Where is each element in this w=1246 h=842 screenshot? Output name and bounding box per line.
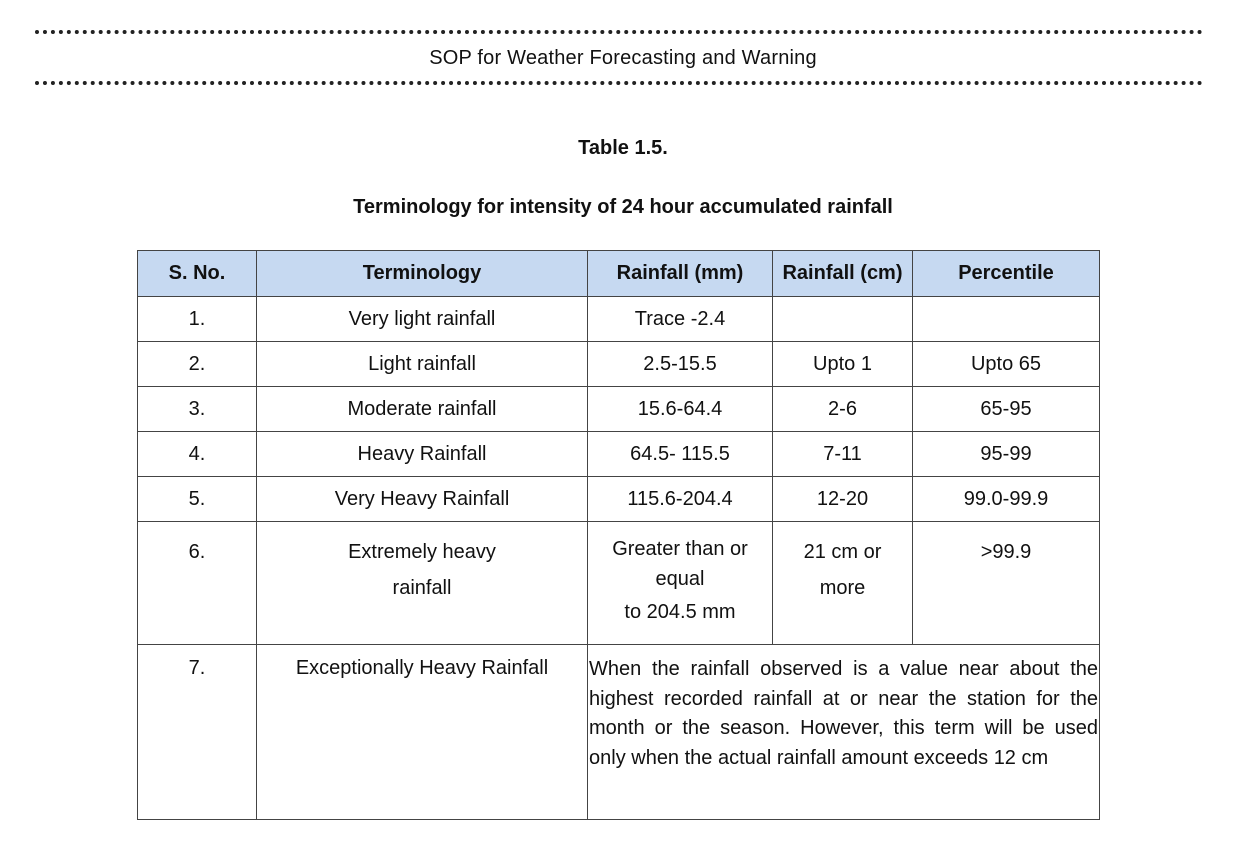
cell-rainfall-mm [588,522,773,645]
cell-percentile: 65-95 [913,387,1100,432]
table-row [138,522,1100,645]
cell-rainfall-mm: 64.5- 115.5 [588,432,773,477]
cell-percentile [913,297,1100,342]
cell-rainfall-cm-line1: 21 cm or [803,541,882,563]
cell-terminology: Very light rainfall [257,297,588,342]
cell-sno: 7. [138,645,257,820]
table-row [138,432,1100,477]
cell-terminology: Light rainfall [257,342,588,387]
cell-terminology: Very Heavy Rainfall [257,477,588,522]
cell-sno: 1. [138,297,257,342]
cell-terminology-line2: rainfall [392,577,452,599]
header-top-dotted-rule [35,30,1203,34]
cell-percentile: 95-99 [913,432,1100,477]
cell-rainfall-cm: 7-11 [773,432,913,477]
cell-rainfall-mm: 115.6-204.4 [588,477,773,522]
table-row [138,387,1100,432]
cell-sno [138,522,257,645]
cell-rainfall-cm: Upto 1 [773,342,913,387]
cell-description-note: When the rainfall observed is a value near about the highest recorded rainfall at or near the station for the month or the season. However, this term will be used only when the actual rainfall amount exceeds 12 cm [588,645,1100,820]
cell-rainfall-mm-line2: equal [655,568,705,590]
cell-rainfall-cm: 12-20 [773,477,913,522]
table-row [138,477,1100,522]
cell-terminology: Exceptionally Heavy Rainfall [257,645,588,820]
cell-terminology: Heavy Rainfall [257,432,588,477]
cell-sno: 4. [138,432,257,477]
table-row [138,645,1100,820]
cell-rainfall-cm-line2: more [819,577,866,599]
column-header-percentile: Percentile [913,251,1100,297]
cell-terminology: Moderate rainfall [257,387,588,432]
cell-rainfall-cm: 2-6 [773,387,913,432]
column-header-terminology: Terminology [257,251,588,297]
cell-rainfall-mm: 2.5-15.5 [588,342,773,387]
cell-percentile: 99.0-99.9 [913,477,1100,522]
cell-rainfall-mm-line1: Greater than or [612,538,748,560]
header-bottom-dotted-rule [35,81,1203,85]
cell-terminology [257,522,588,645]
cell-terminology-line1: Extremely heavy [348,541,496,563]
cell-percentile: Upto 65 [913,342,1100,387]
table-title: Terminology for intensity of 24 hour accumulated rainfall [353,196,893,218]
table-row [138,342,1100,387]
cell-rainfall-cm [773,522,913,645]
cell-sno: 5. [138,477,257,522]
table-number: Table 1.5. [578,137,668,159]
cell-percentile [913,522,1100,645]
document-header-title: SOP for Weather Forecasting and Warning [429,47,817,69]
column-header-rainfall-mm: Rainfall (mm) [588,251,773,297]
cell-rainfall-cm [773,297,913,342]
table-row [138,297,1100,342]
rainfall-terminology-table [137,250,1100,820]
table-header-row [138,251,1100,297]
cell-percentile-text: >99.9 [980,541,1032,563]
cell-sno-text: 6. [188,541,206,563]
cell-sno: 2. [138,342,257,387]
cell-rainfall-mm: 15.6-64.4 [588,387,773,432]
column-header-sno: S. No. [138,251,257,297]
cell-rainfall-mm: Trace -2.4 [588,297,773,342]
cell-sno: 3. [138,387,257,432]
column-header-rainfall-cm: Rainfall (cm) [773,251,913,297]
cell-rainfall-mm-line3: to 204.5 mm [624,601,736,623]
